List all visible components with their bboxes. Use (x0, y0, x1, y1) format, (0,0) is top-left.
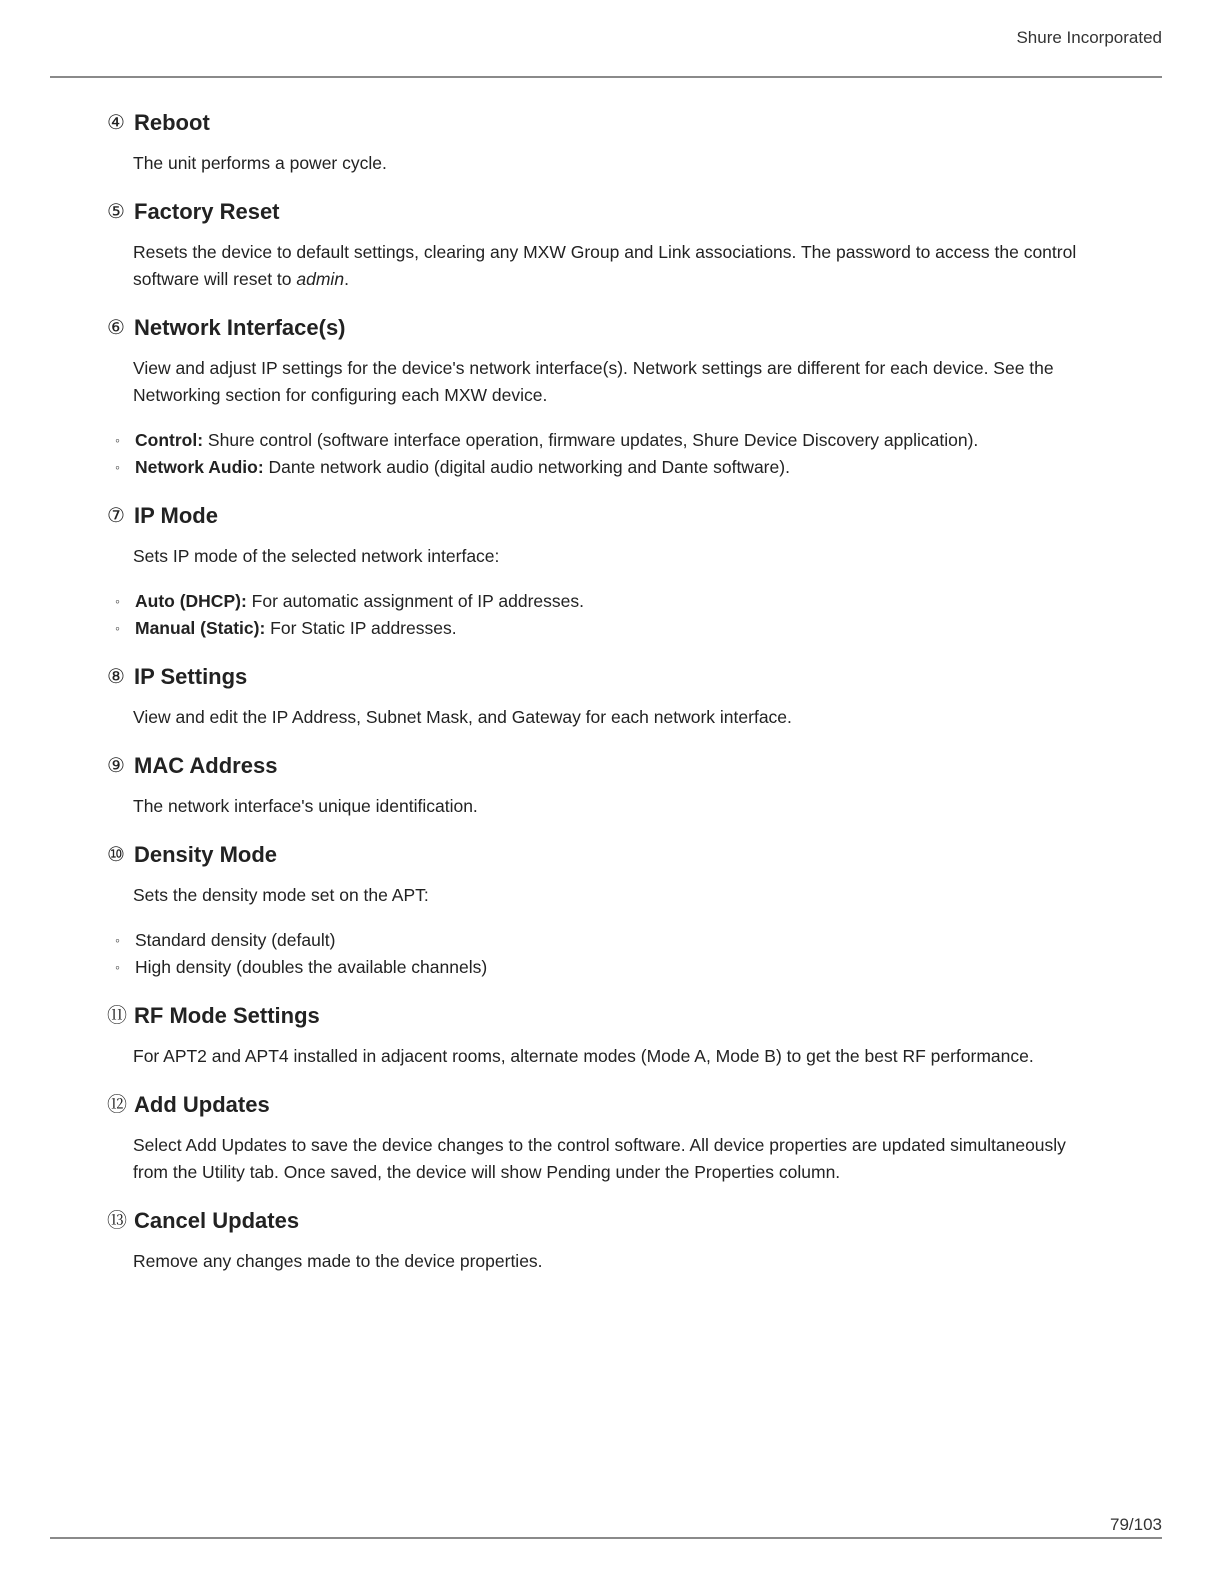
list-item (107, 927, 1097, 954)
section-title (107, 197, 1097, 227)
section-title-text: RF Mode Settings (134, 1003, 320, 1028)
bullet-desc: Dante network audio (digital audio networking and Dante software). (263, 457, 790, 477)
section-number: ⑩ (107, 844, 125, 866)
bullet-desc: High density (doubles the available channels) (135, 957, 488, 977)
bullet-list (107, 588, 1097, 642)
password-default: admin (296, 269, 345, 289)
section-text: Remove any changes made to the device properties. (133, 1251, 543, 1271)
section-text: For APT2 and APT4 installed in adjacent rooms, alternate modes (Mode A, Mode B) to get the best RF performance. (133, 1046, 1034, 1066)
section-number: ⑪ (107, 1005, 127, 1027)
section-title (107, 1001, 1097, 1031)
section-number: ④ (107, 112, 125, 134)
section-number: ⑨ (107, 755, 125, 777)
section-text (133, 239, 1097, 293)
section-title (107, 1090, 1097, 1120)
section-title-text: MAC Address (134, 753, 278, 778)
bullet-list (107, 427, 1097, 481)
section-text: The unit performs a power cycle. (133, 153, 387, 173)
section-network-interfaces (107, 313, 1097, 481)
section-add-updates (107, 1090, 1097, 1186)
bullet-desc: Shure control (software interface operation, firmware updates, Shure Device Discovery application). (203, 430, 979, 450)
section-ip-settings (107, 662, 1097, 731)
section-number: ⑤ (107, 201, 125, 223)
section-text: View and edit the IP Address, Subnet Mask, and Gateway for each network interface. (133, 707, 792, 727)
bullet-desc: For automatic assignment of IP addresses. (246, 591, 584, 611)
section-title-text: Reboot (134, 110, 210, 135)
section-title-text: IP Settings (134, 664, 248, 689)
section-ip-mode (107, 501, 1097, 642)
section-title-text: Factory Reset (134, 199, 280, 224)
section-mac-address (107, 751, 1097, 820)
list-item (107, 454, 1097, 481)
document-body (107, 108, 1097, 1295)
section-title-text: Add Updates (134, 1092, 270, 1117)
bullet-list (107, 927, 1097, 981)
section-number: ⑥ (107, 317, 125, 339)
bullet-desc: Standard density (default) (135, 930, 336, 950)
header-rule (50, 76, 1162, 78)
section-text: Sets the density mode set on the APT: (133, 885, 429, 905)
section-number: ⑧ (107, 666, 125, 688)
bullet-term: Network Audio: (135, 457, 264, 477)
section-title (107, 662, 1097, 692)
section-title-text: IP Mode (134, 503, 218, 528)
list-item (107, 954, 1097, 981)
text-after: . (344, 269, 349, 289)
bullet-desc: For Static IP addresses. (265, 618, 457, 638)
bullet-term: Auto (DHCP): (135, 591, 247, 611)
section-rf-mode-settings (107, 1001, 1097, 1070)
bullet-term: Control: (135, 430, 204, 450)
section-text: Select Add Updates to save the device changes to the control software. All device properties are updated simultaneously from the Utility tab. Once saved, the device will show Pending under the Properties column. (133, 1135, 1066, 1182)
section-title-text: Density Mode (134, 842, 278, 867)
list-item (107, 427, 1097, 454)
section-title (107, 313, 1097, 343)
section-title (107, 840, 1097, 870)
section-number: ⑬ (107, 1210, 127, 1232)
section-title (107, 108, 1097, 138)
section-reboot (107, 108, 1097, 177)
list-item (107, 588, 1097, 615)
header-company: Shure Incorporated (1016, 28, 1162, 47)
section-title-text: Network Interface(s) (134, 315, 346, 340)
section-text: The network interface's unique identification. (133, 796, 478, 816)
section-title (107, 1206, 1097, 1236)
section-factory-reset (107, 197, 1097, 293)
bullet-term: Manual (Static): (135, 618, 266, 638)
section-cancel-updates (107, 1206, 1097, 1275)
section-number: ⑫ (107, 1094, 127, 1116)
section-density-mode (107, 840, 1097, 981)
section-number: ⑦ (107, 505, 125, 527)
section-text: View and adjust IP settings for the device's network interface(s). Network settings are different for each device. See the Networking section for configuring each MXW device. (133, 358, 1054, 405)
footer-page-number: 79/103 (1110, 1515, 1162, 1534)
section-title (107, 501, 1097, 531)
section-title (107, 751, 1097, 781)
footer-rule (50, 1537, 1162, 1539)
list-item (107, 615, 1097, 642)
section-text: Sets IP mode of the selected network interface: (133, 546, 500, 566)
section-title-text: Cancel Updates (134, 1208, 300, 1233)
text-before: Resets the device to default settings, clearing any MXW Group and Link associations. The password to access the control software will reset to (133, 242, 1077, 289)
